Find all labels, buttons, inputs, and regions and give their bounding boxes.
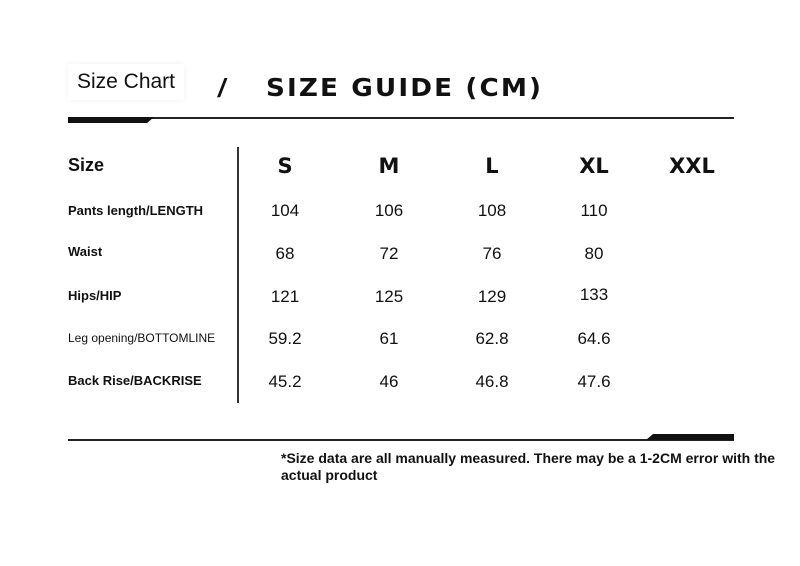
row-label-back-rise: Back Rise/BACKRISE [68, 373, 202, 388]
size-chart-title: Size Chart [68, 64, 184, 100]
top-accent-bar [68, 117, 154, 123]
row-label-leg-opening: Leg opening/BOTTOMLINE [68, 331, 216, 345]
label-column-divider [237, 147, 239, 403]
table-cell: 129 [477, 287, 507, 306]
table-cell: 80 [584, 244, 604, 263]
table-cell: 110 [580, 201, 608, 220]
column-header-xl: XL [579, 154, 609, 178]
table-cell: 133 [579, 285, 609, 304]
size-guide-heading: SIZE GUIDE (CM) [266, 73, 544, 102]
table-cell: 62.8 [475, 329, 509, 348]
table-cell: 76 [482, 244, 502, 263]
row-label-length: Pants length/LENGTH [68, 203, 204, 218]
row-label-hips: Hips/HIP [68, 288, 122, 303]
table-cell: 125 [374, 287, 404, 306]
table-cell: 47.6 [577, 372, 611, 391]
measurement-disclaimer: *Size data are all manually measured. There may be a 1-2CM error with the actual product [281, 450, 776, 483]
table-cell: 104 [270, 201, 300, 220]
bottom-divider [68, 439, 734, 441]
size-header-label: Size [68, 155, 105, 175]
table-cell: 45.2 [268, 372, 302, 391]
table-cell: 68 [275, 244, 295, 263]
column-header-xxl: XXL [669, 154, 715, 178]
bottom-accent-bar [646, 434, 734, 440]
table-cell: 108 [477, 201, 507, 220]
table-cell: 72 [379, 244, 399, 263]
row-label-waist: Waist [68, 244, 103, 259]
table-cell: 46 [379, 372, 399, 391]
column-header-m: M [378, 154, 400, 178]
column-header-l: L [485, 154, 499, 178]
top-divider [68, 117, 734, 119]
table-cell: 59.2 [268, 329, 302, 348]
table-cell: 46.8 [475, 372, 509, 391]
table-cell: 106 [374, 201, 404, 220]
table-cell: 121 [270, 287, 300, 306]
table-cell: 64.6 [577, 329, 611, 348]
table-cell: 61 [379, 329, 399, 348]
title-separator: / [218, 73, 226, 103]
column-header-s: S [277, 154, 293, 178]
